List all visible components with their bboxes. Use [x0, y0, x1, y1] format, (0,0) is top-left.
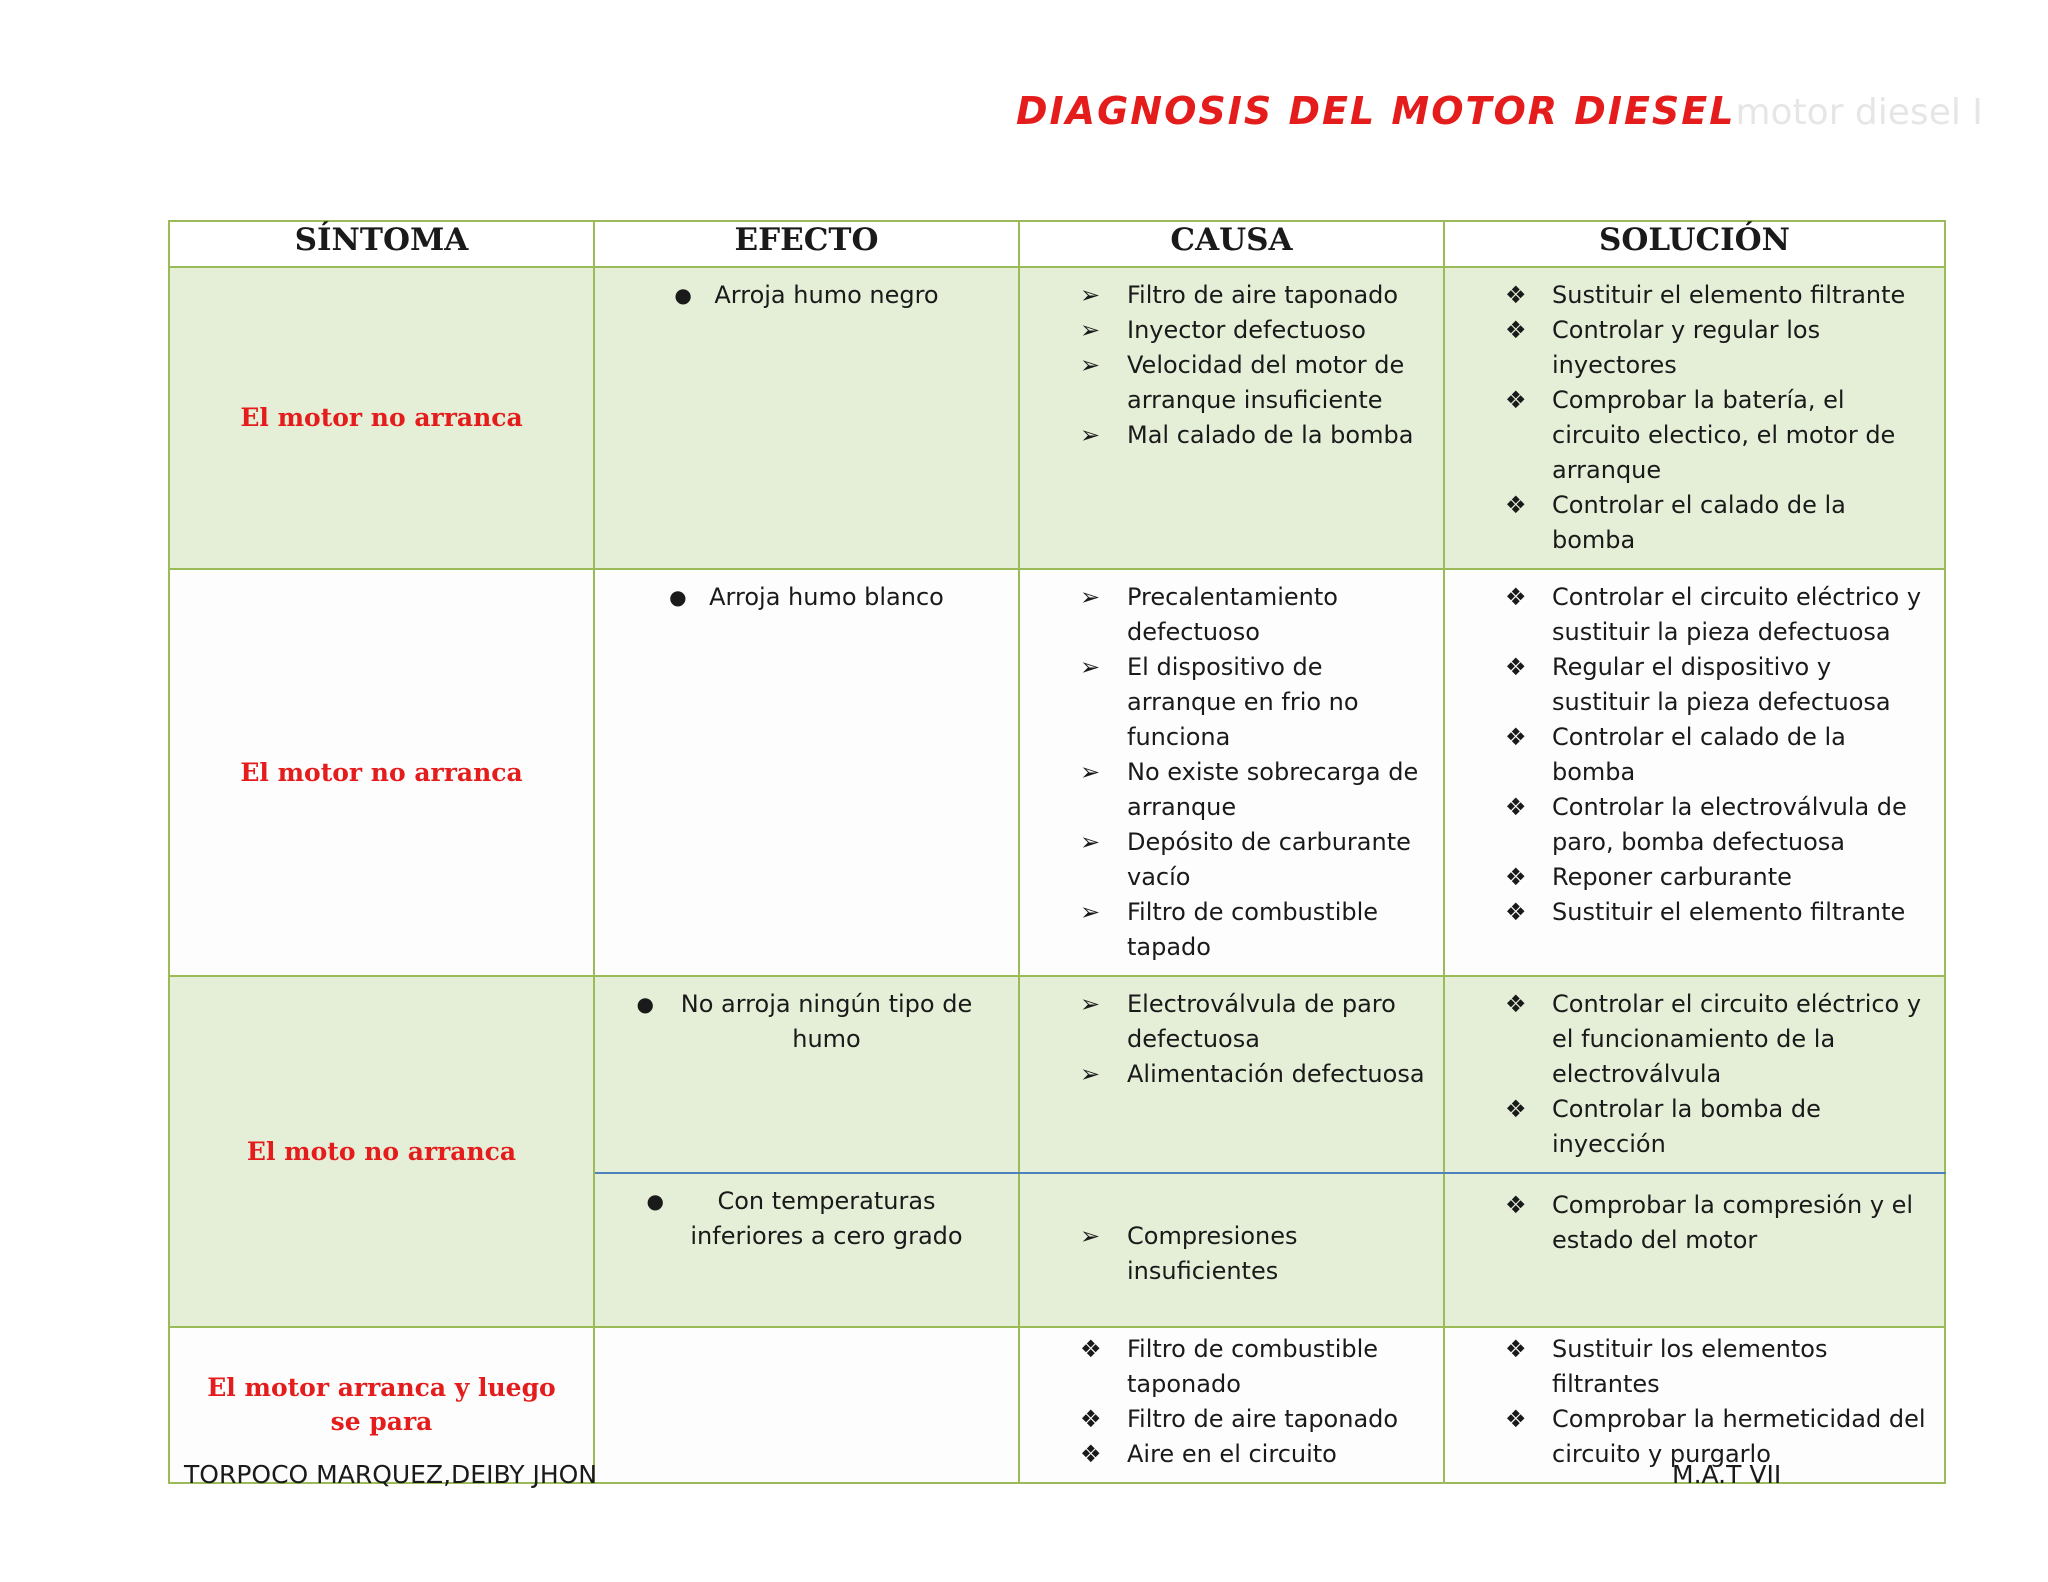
diamond-bullet-icon: ❖ — [1505, 723, 1527, 751]
arrow-bullet-icon: ➢ — [1080, 1222, 1101, 1250]
list-item: ❖ Comprobar la compresión y el estado del motor — [1445, 1188, 1934, 1258]
list-item: ❖ Controlar la electroválvula de paro, bomba defectuosa — [1445, 790, 1934, 860]
list-item: ❖ Controlar la bomba de inyección — [1445, 1092, 1934, 1162]
diamond-bullet-icon: ❖ — [1505, 1405, 1527, 1433]
cause-cell — [1019, 1327, 1444, 1483]
symptom-cell: El motor arranca y luego se para — [169, 1327, 594, 1483]
diamond-bullet-icon: ❖ — [1505, 793, 1527, 821]
page-title: DIAGNOSIS DEL MOTOR DIESEL — [1016, 89, 1736, 133]
bullet-icon: ● — [636, 992, 654, 1016]
list-item: ❖ Sustituir el elemento filtrante — [1445, 895, 1934, 930]
symptom-cell: El motor no arranca — [169, 267, 594, 569]
cause-cell — [1019, 976, 1444, 1173]
list-item: ➢ Velocidad del motor de arranque insuficiente — [1020, 348, 1433, 418]
diamond-bullet-icon: ❖ — [1505, 1095, 1527, 1123]
list-item: ❖ Comprobar la batería, el circuito electico, el motor de arranque — [1445, 383, 1934, 488]
symptom-cell: El motor no arranca — [169, 569, 594, 976]
list-item: ➢ Compresiones insuficientes — [1020, 1219, 1433, 1289]
arrow-bullet-icon: ➢ — [1080, 828, 1101, 856]
table-row — [169, 976, 1945, 1173]
diamond-bullet-icon: ❖ — [1505, 653, 1527, 681]
footer-course: M.A.T VII — [1672, 1460, 1782, 1489]
list-item: ❖ Reponer carburante — [1445, 860, 1934, 895]
diamond-bullet-icon: ❖ — [1505, 1191, 1527, 1219]
table-header-row — [169, 221, 1945, 267]
list-item: ❖ Filtro de aire taponado — [1020, 1402, 1433, 1437]
list-item: ➢ Filtro de aire taponado — [1020, 278, 1433, 313]
list-item: ❖ Regular el dispositivo y sustituir la pieza defectuosa — [1445, 650, 1934, 720]
diamond-bullet-icon: ❖ — [1505, 898, 1527, 926]
column-header-solucion: SOLUCIÓN — [1444, 221, 1945, 267]
list-item: ❖ Sustituir los elementos filtrantes — [1445, 1332, 1934, 1402]
page-header — [1016, 89, 1983, 133]
effect-cell — [594, 569, 1019, 976]
solution-cell — [1444, 569, 1945, 976]
bullet-icon: ● — [674, 283, 692, 307]
diagnosis-table — [168, 220, 1946, 1484]
diamond-bullet-icon: ❖ — [1080, 1405, 1102, 1433]
list-item: ❖ Controlar el circuito eléctrico y el funcionamiento de la electroválvula — [1445, 987, 1934, 1092]
arrow-bullet-icon: ➢ — [1080, 898, 1101, 926]
arrow-bullet-icon: ➢ — [1080, 583, 1101, 611]
column-header-sintoma: SÍNTOMA — [169, 221, 594, 267]
arrow-bullet-icon: ➢ — [1080, 758, 1101, 786]
effect-cell — [594, 267, 1019, 569]
arrow-bullet-icon: ➢ — [1080, 281, 1101, 309]
effect-item: ● Con temperaturas inferiores a cero grado — [647, 1184, 967, 1254]
list-item: ❖ Sustituir el elemento filtrante — [1445, 278, 1934, 313]
arrow-bullet-icon: ➢ — [1080, 1060, 1101, 1088]
list-item: ❖ Controlar el circuito eléctrico y sustituir la pieza defectuosa — [1445, 580, 1934, 650]
diamond-bullet-icon: ❖ — [1505, 990, 1527, 1018]
column-header-efecto: EFECTO — [594, 221, 1019, 267]
list-item: ➢ Mal calado de la bomba — [1020, 418, 1433, 453]
diamond-bullet-icon: ❖ — [1080, 1335, 1102, 1363]
list-item: ➢ Inyector defectuoso — [1020, 313, 1433, 348]
list-item: ➢ Alimentación defectuosa — [1020, 1057, 1433, 1092]
arrow-bullet-icon: ➢ — [1080, 351, 1101, 379]
arrow-bullet-icon: ➢ — [1080, 316, 1101, 344]
list-item: ➢ Depósito de carburante vacío — [1020, 825, 1433, 895]
list-item: ➢ Filtro de combustible tapado — [1020, 895, 1433, 965]
solution-cell — [1444, 1173, 1945, 1327]
diamond-bullet-icon: ❖ — [1505, 583, 1527, 611]
effect-item: ● No arroja ningún tipo de humo — [637, 987, 977, 1057]
list-item: ❖ Comprobar la hermeticidad del circuito y purgarlo — [1445, 1402, 1934, 1472]
solution-cell — [1444, 976, 1945, 1173]
effect-cell — [594, 1327, 1019, 1483]
diamond-bullet-icon: ❖ — [1505, 863, 1527, 891]
arrow-bullet-icon: ➢ — [1080, 990, 1101, 1018]
bullet-icon: ● — [646, 1189, 664, 1213]
list-item: ❖ Filtro de combustible taponado — [1020, 1332, 1433, 1402]
table-row — [169, 569, 1945, 976]
footer-author: TORPOCO MARQUEZ,DEIBY JHON — [184, 1460, 598, 1489]
list-item: ❖ Controlar el calado de la bomba — [1445, 488, 1934, 558]
effect-cell — [594, 1173, 1019, 1327]
diamond-bullet-icon: ❖ — [1505, 281, 1527, 309]
effect-item: ● Arroja humo blanco — [669, 580, 944, 615]
list-item: ❖ Controlar el calado de la bomba — [1445, 720, 1934, 790]
diamond-bullet-icon: ❖ — [1505, 316, 1527, 344]
diamond-bullet-icon: ❖ — [1505, 386, 1527, 414]
cause-cell — [1019, 267, 1444, 569]
diamond-bullet-icon: ❖ — [1505, 491, 1527, 519]
diamond-bullet-icon: ❖ — [1080, 1440, 1102, 1468]
solution-cell — [1444, 267, 1945, 569]
list-item: ➢ El dispositivo de arranque en frio no funciona — [1020, 650, 1433, 755]
list-item: ❖ Aire en el circuito — [1020, 1437, 1433, 1472]
effect-cell — [594, 976, 1019, 1173]
diamond-bullet-icon: ❖ — [1505, 1335, 1527, 1363]
cause-cell — [1019, 569, 1444, 976]
list-item: ❖ Controlar y regular los inyectores — [1445, 313, 1934, 383]
column-header-causa: CAUSA — [1019, 221, 1444, 267]
bullet-icon: ● — [669, 585, 687, 609]
table-row — [169, 267, 1945, 569]
cause-cell — [1019, 1173, 1444, 1327]
header-ghost-text: motor diesel I — [1735, 92, 1983, 133]
list-item: ➢ Electroválvula de paro defectuosa — [1020, 987, 1433, 1057]
arrow-bullet-icon: ➢ — [1080, 421, 1101, 449]
arrow-bullet-icon: ➢ — [1080, 653, 1101, 681]
symptom-cell: El moto no arranca — [169, 976, 594, 1327]
list-item: ➢ No existe sobrecarga de arranque — [1020, 755, 1433, 825]
effect-item: ● Arroja humo negro — [674, 278, 938, 313]
list-item: ➢ Precalentamiento defectuoso — [1020, 580, 1433, 650]
